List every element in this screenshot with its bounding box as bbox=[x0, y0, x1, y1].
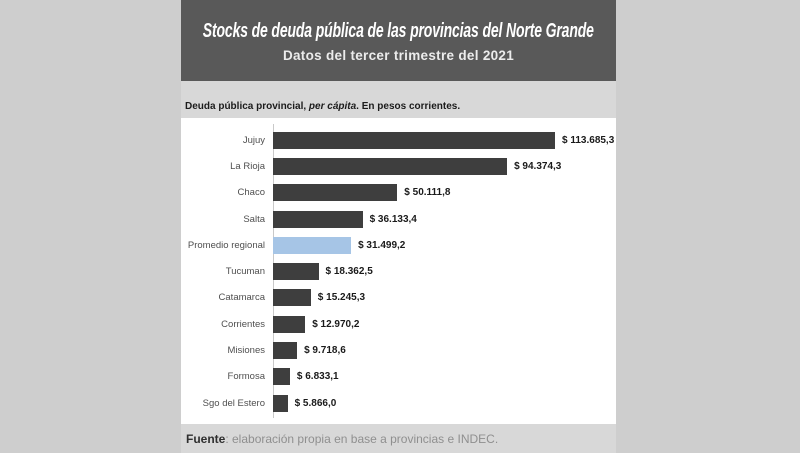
page-subtitle: Datos del tercer trimestre del 2021 bbox=[282, 48, 515, 63]
bar-area bbox=[273, 258, 616, 284]
value-label: $ 5.866,0 bbox=[294, 397, 337, 409]
chart-row bbox=[181, 364, 616, 390]
source-note-label: Fuente bbox=[186, 432, 226, 446]
value-label: $ 94.374,3 bbox=[514, 160, 562, 172]
bar-area bbox=[273, 364, 616, 390]
category-label: Catamarca bbox=[218, 292, 265, 304]
title-banner bbox=[181, 0, 616, 81]
chart-caption-prefix: Deuda pública provincial, bbox=[185, 101, 309, 112]
bar bbox=[273, 211, 363, 228]
bar-area bbox=[273, 285, 616, 311]
bar bbox=[273, 316, 305, 333]
chart-row bbox=[181, 311, 616, 337]
chart-caption bbox=[181, 81, 616, 118]
chart-row bbox=[181, 153, 616, 179]
bar bbox=[273, 184, 397, 201]
bar-area bbox=[273, 390, 616, 416]
category-label: Promedio regional bbox=[187, 239, 265, 251]
bar-area bbox=[273, 153, 616, 179]
bar bbox=[273, 158, 507, 175]
bar-area bbox=[273, 232, 616, 258]
bar-area bbox=[273, 127, 616, 153]
chart-row bbox=[181, 258, 616, 284]
bar bbox=[273, 342, 297, 359]
category-label: Tucuman bbox=[225, 266, 265, 278]
chart-row bbox=[181, 180, 616, 206]
value-label: $ 113.685,3 bbox=[562, 134, 615, 146]
bar-area bbox=[273, 337, 616, 363]
category-label: Jujuy bbox=[242, 134, 265, 146]
bar bbox=[273, 368, 290, 385]
chart-caption-suffix: . En pesos corrientes. bbox=[356, 101, 461, 112]
bar-chart bbox=[181, 118, 616, 424]
category-label: Chaco bbox=[237, 187, 265, 199]
chart-row bbox=[181, 337, 616, 363]
chart-row bbox=[181, 206, 616, 232]
value-label: $ 36.133,4 bbox=[369, 213, 417, 225]
chart-row bbox=[181, 285, 616, 311]
value-label: $ 6.833,1 bbox=[296, 371, 339, 383]
chart-row bbox=[181, 232, 616, 258]
chart-caption-italic: per cápita bbox=[308, 101, 357, 112]
bar-area bbox=[273, 206, 616, 232]
bar bbox=[273, 289, 311, 306]
category-label: La Rioja bbox=[230, 160, 265, 172]
bar bbox=[273, 132, 555, 149]
highlight-bar bbox=[273, 237, 351, 254]
chart-rows bbox=[181, 127, 616, 416]
source-note-text: : elaboración propia en base a provincias e INDEC. bbox=[225, 432, 499, 446]
page-title: Stocks de deuda pública de las provincias del Norte Grande bbox=[203, 20, 595, 42]
chart-row bbox=[181, 127, 616, 153]
bar bbox=[273, 263, 319, 280]
category-label: Sgo del Estero bbox=[202, 397, 265, 409]
value-label: $ 15.245,3 bbox=[317, 292, 366, 304]
category-label: Corrientes bbox=[221, 318, 265, 330]
category-label: Misiones bbox=[227, 345, 265, 357]
bar bbox=[273, 395, 288, 412]
value-label: $ 18.362,5 bbox=[325, 266, 373, 278]
chart-row bbox=[181, 390, 616, 416]
category-label: Formosa bbox=[227, 371, 265, 383]
value-label: $ 12.970,2 bbox=[312, 318, 360, 330]
value-label: $ 31.499,2 bbox=[358, 239, 406, 251]
bar-area bbox=[273, 180, 616, 206]
value-label: $ 50.111,8 bbox=[404, 187, 451, 199]
category-label: Salta bbox=[243, 213, 265, 225]
source-note bbox=[181, 424, 616, 453]
content-column bbox=[181, 0, 616, 453]
bar-area bbox=[273, 311, 616, 337]
value-label: $ 9.718,6 bbox=[304, 345, 346, 357]
